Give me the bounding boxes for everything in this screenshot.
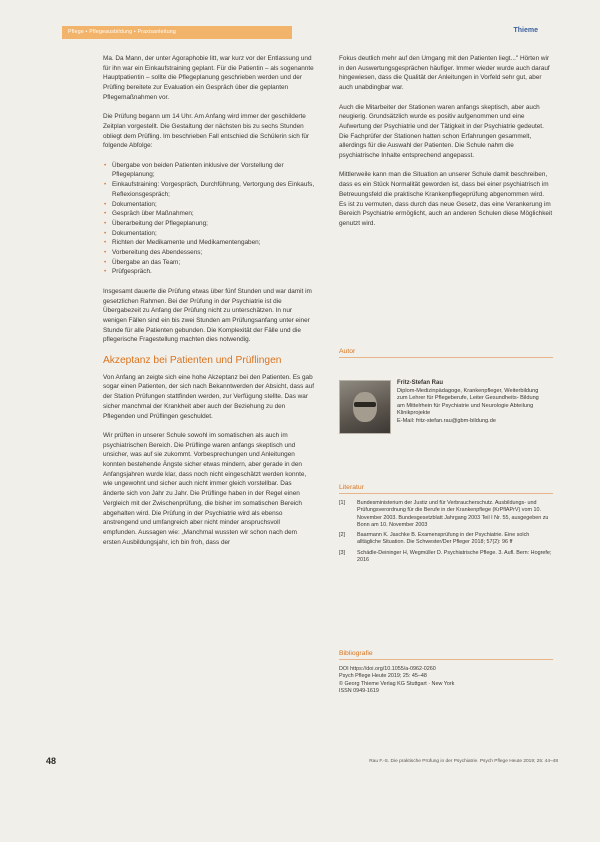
author-photo (339, 380, 391, 434)
header-band-text: Pflege • Pflegeausbildung • Praxisanleitung (68, 29, 176, 35)
footer-citation: Rau F.-S. Die praktische Prüfung in der Psychiatrie. Psych Pflege Heute 2019; 25: 44–48 (369, 759, 558, 764)
page-number: 48 (46, 756, 57, 766)
list-item: • Richten der Medikamente und Medikamentengaben; (103, 238, 315, 248)
paragraph: Wir prüften in unserer Schule sowohl im somatischen als auch im psychiatrischen Bereich. Die Prüflinge waren anfangs skeptisch und unsicher, was auf sie zukommt. Vorbesprechungen und Anleitungen konnten bestehende Ängste sicher etwas mindern, aber gerade in den Anfangsjahren wurde klar, dass noch nicht eingeschätzt werden konnte, wie ungewohnt und sicher auch nicht immer gleich vorstellbar. Das änderte sich von Jahr zu Jahr. Die Prüflinge haben in der Regel einen Vergleich mit der Zwischenprüfung, die bisher im somatischen Bereich abgehalten wird. Die Prüfung in der Psychiatrie wird als ebenso anstrengend und umfangreich aber nicht minder anspruchsvoll empfunden. Aussagen wie: „Manchmal wussten wir schon nach dem ersten Ausbildungsjahr, ich bin froh, dass der (103, 431, 307, 546)
reference-item (339, 532, 553, 547)
paragraph: Mittlerweile kann man die Situation an unserer Schule damit beschreiben, dass es ein Stück Normalität geworden ist, dass bei einer psychiatrisch im Betreuungsfeld die praktische Krankenpflegeprüfung abgenommen wird. Es ist zu vermuten, dass durch das neue Gesetz, das eine Verankerung im Bereich Psychiatrie ermöglicht, auch an anderen Schulen diese Möglichkeit genutzt wird. (339, 171, 553, 227)
author-heading: Autor (339, 348, 553, 358)
publisher-line: © Georg Thieme Verlag KG Stuttgart · New York (339, 680, 455, 687)
list-item: • Übergabe an das Team; (103, 258, 315, 268)
reference-text: Baarmann K. Jaschke B. Examensprüfung in der Psychiatrie. Eine solch alltägliche Situation. Die Schwester/Der Pfleger 2018; 57(2): 96 ff (357, 532, 530, 546)
issn-line: ISSN 0949-1619 (339, 688, 379, 695)
reference-text: Bundesministerium der Justiz und für Verbraucherschutz. Ausbildungs- und Prüfungsverordnung für die Berufe in der Krankenpflege (KrPflAPrV) vom 10. November 2003. Bundesgesetzblatt Jahrgang 2003 Teil I Nr. 55, ausgegeben zu Bonn am 10. November 2003 (357, 500, 549, 528)
bibliography-box (339, 650, 553, 696)
reference-list (339, 500, 553, 564)
journal-line: Psych Pflege Heute 2019; 25: 45–48 (339, 673, 427, 680)
paragraph: Fokus deutlich mehr auf den Umgang mit den Patienten liegt..." Hörten wir in den Auswertungsgesprächen häufiger. Immer wieder wurde auch darauf hingewiesen, dass die Qualität der Anleitungen in Vorfeld sehr gut, aber auch unabdingbar war. (339, 55, 550, 92)
reference-number: [2] (339, 532, 345, 539)
right-column (339, 54, 553, 238)
paragraph: Auch die Mitarbeiter der Stationen waren anfangs skeptisch, aber auch neugierig. Grundsätzlich wurde es positiv aufgenommen und eine Aufwertung der Psychiatrie und der Tätigkeit in der Psychiatrie gedeutet. Die Fachprüfer der Stationen hatten schon Erfahrungen gesammelt, allerdings für die Auswahl der Patienten. Die Schule nahm die psychiatrische Inhalte entsprechend angepasst. (339, 103, 544, 160)
bibliography-heading: Bibliografie (339, 650, 553, 660)
paragraph: Die Prüfung begann um 14 Uhr. Am Anfang wird immer der geschilderte Zeitplan vorgestellt. Die Gestaltung der nächsten bis zu sechs Stunden obliegt dem Prüfling. Im beschrieben Fall entschied die Schülerin sich für folgende Abfolge: (103, 113, 310, 150)
paragraph: Ma. Da Mann, der unter Agoraphobie litt, war kurz vor der Entlassung und für ihn war ein Einkaufstraining geplant. Für die Patientin – als sogenannte Hauptpatientin – sollte die Pflegeplanung geschrieben werden und der Prüfling bereitete zur Evaluation ein Gespräch über die geplanten Pflegemaßnahmen vor. (103, 55, 314, 101)
author-box (339, 348, 553, 424)
doi-line[interactable]: DOI https://doi.org/10.1055/a-0962-0260 (339, 666, 436, 672)
list-item: • Gespräch über Maßnahmen; (103, 209, 315, 219)
glasses-shape (354, 402, 376, 407)
publisher-logo: Thieme (513, 27, 538, 34)
literature-heading: Literatur (339, 484, 553, 494)
reference-number: [3] (339, 549, 345, 556)
author-email[interactable]: E-Mail: fritz-stefan.rau@gbm-bildung.de (397, 417, 496, 424)
list-item: • Einkaufstraining: Vorgespräch, Durchführung, Vertorgung des Einkaufs, Reflexionsgespräch; (103, 180, 315, 199)
paragraph: Von Anfang an zeigte sich eine hohe Akzeptanz bei den Patienten. Es gab sogar einen Patienten, der sich nach Bekanntwerden der Absicht, dass auf der Station Prüfungen stattfinden werden, zur Verfügung stellte. Das war sicher manchmal der Krankheit aber auch der Beziehung zu den Pflegenden und Prüflingen geschuldet. (103, 373, 315, 420)
header-band (62, 26, 292, 39)
list-item: • Dokumentation; (103, 229, 315, 239)
author-name: Fritz-Stefan Rau (397, 380, 444, 386)
list-item: • Vorbereitung des Abendessens; (103, 248, 315, 258)
reference-item (339, 550, 553, 565)
reference-item (339, 500, 553, 529)
left-column (103, 54, 315, 557)
list-item: • Prüfgespräch. (103, 267, 315, 277)
exam-sequence-list (103, 161, 315, 277)
author-bio: Diplom-Medizinpädagoge, Krankenpfleger, Weiterbildung zum Lehrer für Pflegeberufe, Leiter Gesundheits- Bildung am Mittelrhein für Psychiatrie und Neurologie Abteilung Klinikprojekte (397, 387, 539, 417)
list-item: • Dokumentation; (103, 200, 315, 210)
literature-box (339, 484, 553, 567)
running-header (62, 26, 542, 39)
reference-text: Schädle-Deininger H, Wegmüller D. Psychiatrische Pflege. 3. Aufl. Bern: Hogrefe; 2016 (357, 549, 552, 564)
bibliography-lines (339, 666, 553, 696)
section-heading: Akzeptanz bei Patienten und Prüflingen (103, 354, 282, 366)
paragraph: Insgesamt dauerte die Prüfung etwas über fünf Stunden und war damit im gesetzlichen Rahmen. Bei der Prüfung in der Psychiatrie ist die Übergabezeit zu Anfang der Prüfung nicht zu unterschätzen. In nur wenigen Fällen sind ein bis zwei Stunden am Prüfungsanfang unter einer Stunde für alle Patienten gebunden. Die Komplexität der Fälle und die pflegerische Fragestellung machten dies notwendig. (103, 287, 312, 344)
author-info (397, 380, 547, 426)
list-item: • Übergabe von beiden Patienten inklusive der Vorstellung der Pflegeplanung; (103, 161, 315, 180)
reference-number: [1] (339, 500, 345, 506)
list-item: • Überarbeitung der Pflegeplanung; (103, 219, 315, 229)
author-face (353, 392, 377, 422)
